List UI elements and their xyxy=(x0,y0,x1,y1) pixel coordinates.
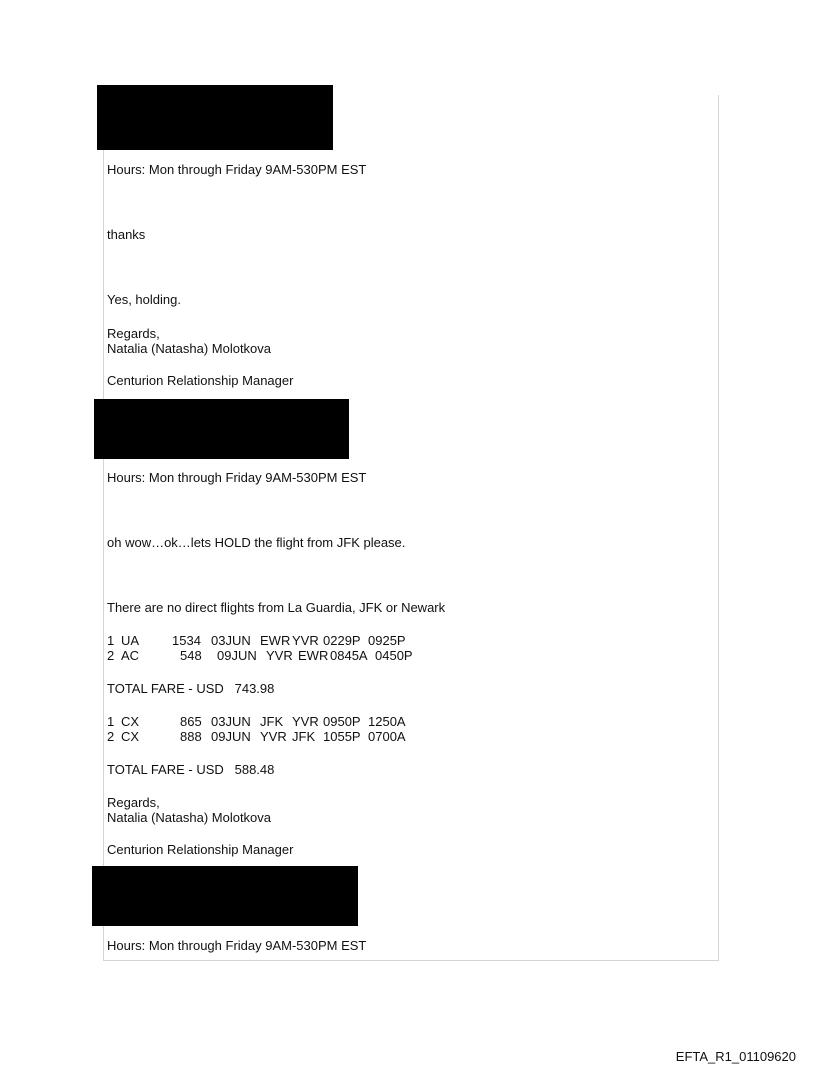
total-fare-2: TOTAL FARE - USD 588.48 xyxy=(107,762,275,777)
redaction-block-3 xyxy=(92,866,358,926)
regards-2: Regards, xyxy=(107,795,160,810)
leg-arrive: 1250A xyxy=(368,714,406,729)
leg-depart: 0845A xyxy=(330,648,368,663)
message-no-direct: There are no direct flights from La Guardia, JFK or Newark xyxy=(107,600,446,615)
leg-to: YVR xyxy=(292,633,319,648)
leg-from: YVR xyxy=(260,729,287,744)
hours-line-3: Hours: Mon through Friday 9AM-530PM EST xyxy=(107,938,367,953)
leg-flight: 548 xyxy=(180,648,202,663)
leg-date: 03JUN xyxy=(211,633,251,648)
leg-date: 09JUN xyxy=(217,648,257,663)
leg-depart: 1055P xyxy=(323,729,361,744)
leg-airline: UA xyxy=(121,633,140,648)
leg-date: 03JUN xyxy=(211,714,251,729)
hours-line-1: Hours: Mon through Friday 9AM-530PM EST xyxy=(107,162,367,177)
signer-name-1: Natalia (Natasha) Molotkova xyxy=(107,341,272,356)
redaction-block-1 xyxy=(97,85,333,150)
regards-1: Regards, xyxy=(107,326,160,341)
message-hold-request: oh wow…ok…lets HOLD the flight from JFK please. xyxy=(107,535,406,550)
leg-flight: 888 xyxy=(180,729,202,744)
leg-number: 2 xyxy=(107,729,115,744)
leg-to: YVR xyxy=(292,714,319,729)
leg-airline: CX xyxy=(121,729,140,744)
leg-depart: 0950P xyxy=(323,714,361,729)
leg-from: EWR xyxy=(260,633,291,648)
leg-date: 09JUN xyxy=(211,729,251,744)
leg-arrive: 0700A xyxy=(368,729,406,744)
leg-flight: 865 xyxy=(180,714,202,729)
document-id: EFTA_R1_01109620 xyxy=(675,1049,796,1064)
message-thanks: thanks xyxy=(107,227,146,242)
leg-from: JFK xyxy=(260,714,284,729)
total-fare-1: TOTAL FARE - USD 743.98 xyxy=(107,681,275,696)
leg-number: 2 xyxy=(107,648,115,663)
signer-title-1: Centurion Relationship Manager xyxy=(107,373,294,388)
leg-arrive: 0925P xyxy=(368,633,406,648)
leg-number: 1 xyxy=(107,714,115,729)
leg-flight: 1534 xyxy=(172,633,201,648)
email-thread-frame xyxy=(103,95,719,961)
leg-airline: AC xyxy=(121,648,140,663)
leg-airline: CX xyxy=(121,714,140,729)
signer-title-2: Centurion Relationship Manager xyxy=(107,842,294,857)
redaction-block-2 xyxy=(94,399,349,459)
leg-depart: 0229P xyxy=(323,633,361,648)
leg-number: 1 xyxy=(107,633,115,648)
leg-from: YVR xyxy=(266,648,293,663)
leg-arrive: 0450P xyxy=(375,648,413,663)
message-holding: Yes, holding. xyxy=(107,292,181,307)
hours-line-2: Hours: Mon through Friday 9AM-530PM EST xyxy=(107,470,367,485)
leg-to: JFK xyxy=(292,729,316,744)
signer-name-2: Natalia (Natasha) Molotkova xyxy=(107,810,272,825)
leg-to: EWR xyxy=(298,648,329,663)
